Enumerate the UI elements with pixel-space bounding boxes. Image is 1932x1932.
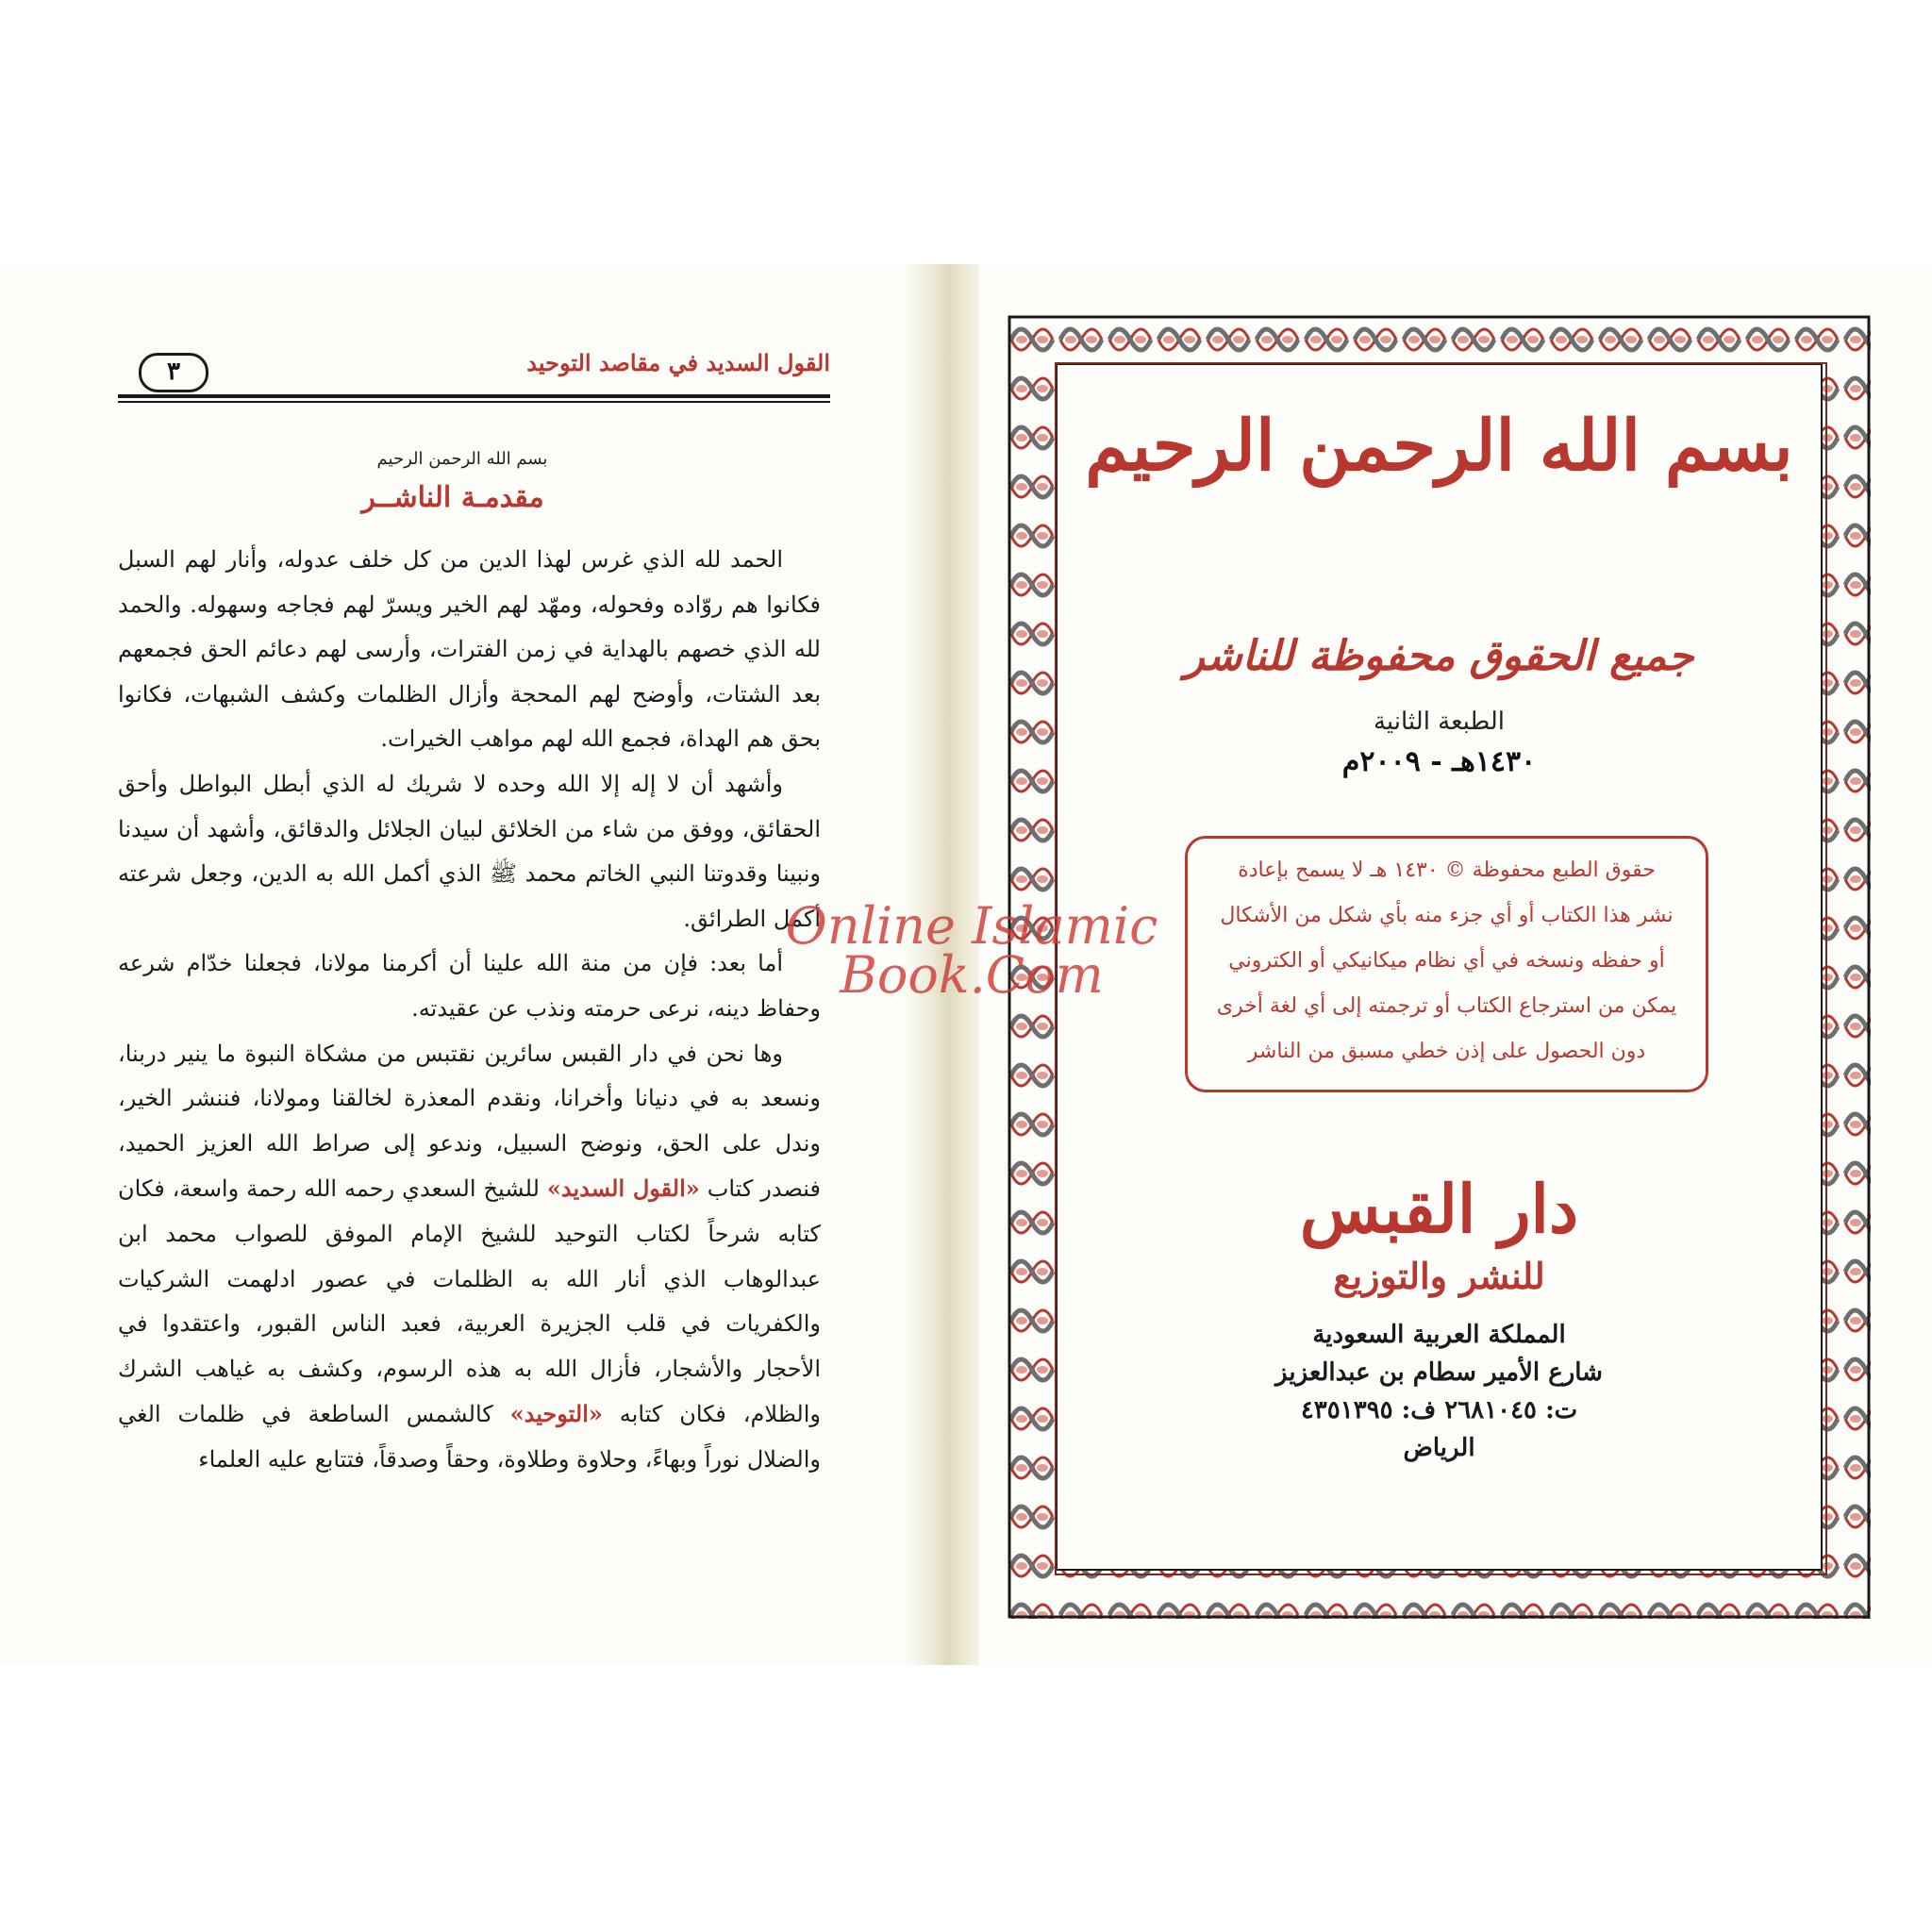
book-title: القول السديد في مقاصد التوحيد	[526, 349, 830, 376]
paragraph-text: وها نحن في دار القبس سائرين نقتبس من مشكاة النبوة ما ينير دربنا، ونسعد به في دنيانا وأخرانا، ونقدم المعذرة لخالقنا ومولانا، فننشر الخير، وندل على الحق، ونوضح السبيل، وندعو إلى صراط الله العزيز الحميد، فنصدر كتاب	[118, 1040, 821, 1203]
address-street: شارع الأمير سطام بن عبدالعزيز	[1275, 1358, 1603, 1387]
address-city: الرياض	[1403, 1434, 1475, 1462]
edition-label: الطبعة الثانية	[1373, 708, 1505, 736]
copyright-notice	[1185, 836, 1708, 1092]
publisher-intro-heading: مقدمـة الناشــر	[361, 481, 544, 514]
body-text	[118, 538, 821, 1482]
watermark-line-2: Book.Com	[840, 945, 1104, 1005]
publisher-logo: دار القبس	[1299, 1170, 1579, 1248]
header-rule	[118, 394, 830, 398]
paragraph: وأشهد أن لا إله إلا الله وحده لا شريك له الذي أبطل البواطل وأحق الحقائق، ووفق من شاء من الخلائق لبيان الجلائل والدقائق، وأشهد أن سيدنا ونبينا وقدوتنا النبي الخاتم محمد ﷺ الذي أكمل الله به الدين، وجعل شرعته أكمل الطرائق.	[118, 770, 822, 932]
small-basmala: بسم الله الرحمن الرحيم	[376, 449, 548, 469]
notice-line: حقوق الطبع محفوظة © ١٤٣٠ هـ لا يسمح بإعادة	[1238, 858, 1656, 882]
paragraph-text: كالشمس الساطعة في ظلمات الغي والضلال نوراً وبهاءً، وحلاوة وطلاوة، وحقاً وصدقاً، فتتابع عليه العلماء	[118, 1401, 821, 1473]
notice-line: يمكن من استرجاع الكتاب أو ترجمته إلى أي لغة أخرى	[1216, 994, 1677, 1018]
publisher-tagline: للنشر والتوزيع	[1333, 1255, 1545, 1297]
book-name-highlight: «القول السديد»	[546, 1174, 700, 1203]
watermark-line-1: Online Islamic	[785, 896, 1158, 956]
edition-date: ١٤٣٠هـ - ٢٠٠٩م	[1341, 745, 1537, 778]
notice-line: دون الحصول على إذن خطي مسبق من الناشر	[1247, 1040, 1646, 1063]
book-name-highlight: «التوحيد»	[509, 1400, 603, 1428]
paragraph: أما بعد: فإن من منة الله علينا أن أكرمنا مولانا، فجعلنا خدّام شرعه وحفاظ دينه، نرعى حرمته ونذب عن عقيدته.	[118, 950, 821, 1022]
notice-line: أو حفظه ونسخه في أي نظام ميكانيكي أو الكتروني	[1228, 949, 1665, 973]
paragraph	[118, 1032, 821, 1483]
rights-reserved-title: جميع الحقوق محفوظة للناشر	[1184, 632, 1694, 680]
address-phone: ت: ٢٦٨١٠٤٥ ف: ٤٣٥١٣٩٥	[1300, 1396, 1578, 1424]
basmala-calligraphy: بسم الله الرحمن الرحيم	[1085, 406, 1793, 487]
running-head	[118, 349, 830, 401]
page-number: ٣	[139, 353, 208, 392]
notice-line: نشر هذا الكتاب أو أي جزء منه بأي شكل من الأشكال	[1220, 904, 1674, 927]
address-country: المملكة العربية السعودية	[1312, 1321, 1566, 1349]
header-rule-thin	[118, 401, 830, 403]
book-spread	[0, 264, 1932, 1665]
paragraph-text: للشيخ السعدي رحمه الله رحمة واسعة، فكان كتابه شرحاً لكتاب التوحيد للشيخ الإمام الموفق للصواب محمد ابن عبدالوهاب الذي أنار الله به الظلمات في عصور ادلهمت الشركيات والكفريات في قلب الجزيرة العربية، فعبد الناس القبور، واعتقدوا في الأحجار والأشجار، فأزال الله به هذه الرسوم، وكشف به غياهب الشرك والظلام، فكان كتابه	[118, 1175, 821, 1428]
paragraph: الحمد لله الذي غرس لهذا الدين من كل خلف عدوله، وأنار لهم السبل فكانوا هم روّاده وفحوله، ومهّد لهم الخير ويسرّ لهم فجاجه وسهوله. والحمد لله الذي خصهم بالهداية في زمن الفترات، وأرسى لهم دعائم الحق فجمعهم بعد الشتات، وأوضح لهم المحجة وأزال الظلمات وكشف الشبهات، فكانوا بحق هم الهداة، فجمع الله لهم مواهب الخيرات.	[118, 546, 821, 753]
